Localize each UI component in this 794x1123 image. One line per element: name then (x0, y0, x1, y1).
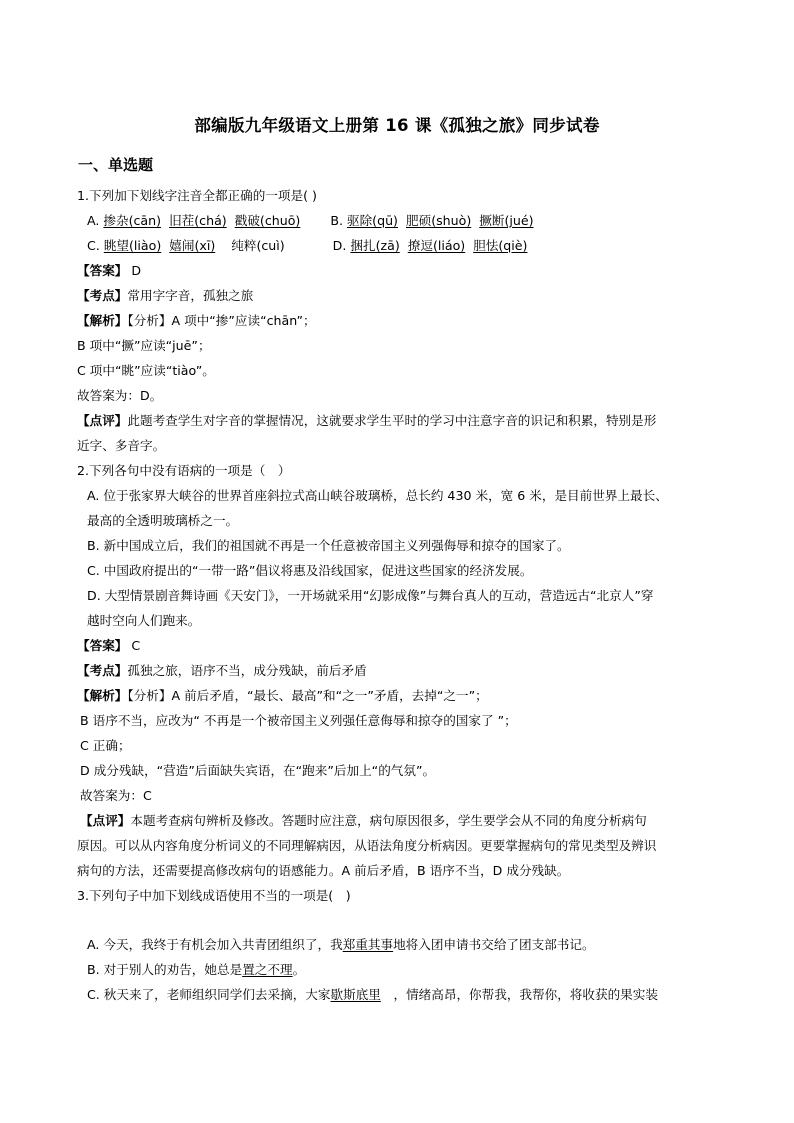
underlined-idiom: 置之不理 (242, 962, 293, 977)
question-2-topic: 【考点】孤独之旅，语序不当，成分残缺，前后矛盾 (77, 663, 367, 678)
underlined-idiom: 郑重其事 (342, 937, 394, 952)
question-2-option-c: C. 中国政府提出的“一带一路”倡议将惠及沿线国家，促进这些国家的经济发展。 (87, 563, 533, 578)
document-title: 部编版九年级语文上册第 16 课《孤独之旅》同步试卷 (194, 116, 600, 135)
question-2-answer: 【答案】 C (77, 638, 141, 653)
option-a-item: 戳破(chuō) (234, 213, 301, 228)
question-2-option-d: D. 大型情景剧音舞诗画《天安门》，一开场就采用“幻影成像”与舞台真人的互动，营造远古“北京人”穿 (87, 588, 654, 603)
question-3-option-a: A. 今天，我终于有机会加入共青团组织了，我郑重其事地将入团申请书交给了团支部书记。 (87, 937, 595, 952)
section-heading: 一、单选题 (78, 156, 154, 174)
question-2-analysis-line: C 正确； (80, 738, 131, 753)
option-d-item: 捆扎(zā) (350, 238, 400, 253)
question-1-options-cd: C. 眺望(liào) 嬉闹(xī) 纯粹(cuì) D. 捆扎(zā) 撩逗(liáo) 胆怯(qiè) (87, 238, 528, 253)
question-2-analysis-line: D 成分残缺，“营造”后面缺失宾语，在“跑来”后加上“的气氛”。 (80, 763, 436, 778)
question-1-topic: 【考点】常用字字音，孤独之旅 (77, 288, 254, 303)
question-2-option-a-cont: 最高的全透明玻璃桥之一。 (87, 513, 239, 528)
underlined-idiom: 歇斯底里 (330, 987, 381, 1002)
option-d-item: 撩逗(liáo) (407, 238, 466, 253)
question-2-comment-line: 病句的方法，还需要提高修改病句的语感能力。A 前后矛盾，B 语序不当，D 成分残缺。 (77, 863, 570, 878)
option-b-item: 驱除(qū) (346, 213, 398, 228)
question-1-answer: 【答案】 D (77, 263, 142, 278)
option-a-item: 掺杂(cān) (103, 213, 162, 228)
question-2-option-b: B. 新中国成立后，我们的祖国就不再是一个任意被帝国主义列强侮辱和掠夺的国家了。 (87, 538, 570, 553)
option-c-item: 眺望(liào) (103, 238, 162, 253)
question-1-stem: 1.下列加下划线字注音全都正确的一项是( ) (77, 188, 317, 203)
question-3-stem: 3.下列句子中加下划线成语使用不当的一项是( ) (77, 888, 351, 903)
question-2-analysis-line: B 语序不当，应改为“ 不再是一个被帝国主义列强任意侮辱和掠夺的国家了 ”； (80, 713, 517, 728)
option-c-item: 纯粹(cuì) (231, 238, 285, 253)
option-b-item: 肥硕(shuò) (406, 213, 472, 228)
option-c-item: 嬉闹(xī) (169, 238, 216, 253)
option-d-item: 胆怯(qiè) (473, 238, 528, 253)
question-2-option-a: A. 位于张家界大峡谷的世界首座斜拉式高山峡谷玻璃桥，总长约 430 米，宽 6 米，是目前世界上最长、 (87, 488, 668, 503)
question-1-analysis: 【解析】【分析】A 项中“掺”应读“chān”； (77, 313, 316, 328)
question-1-comment-line: 近字、多音字。 (77, 438, 166, 453)
question-2-option-d-cont: 越时空向人们跑来。 (87, 613, 201, 628)
question-3-option-c: C. 秋天来了，老师组织同学们去采摘，大家歇斯底里 ，情绪高昂，你帮我，我帮你，将收获的果实装 (87, 987, 658, 1002)
question-1-analysis-line: B 项中“撅”应读“juē”； (77, 338, 211, 353)
question-1-options-ab: A. 掺杂(cān) 旧茬(chá) 戳破(chuō) B. 驱除(qū) 肥硕(shuò) 撅断(jué) (87, 213, 534, 228)
question-2-comment-line: 原因。可以从内容角度分析词义的不同理解病因，从语法角度分析病因。更要掌握病句的常见类型及辨识 (77, 838, 657, 853)
question-1-analysis-line: C 项中“眺”应读“tiào”。 (77, 363, 215, 378)
question-1-comment: 【点评】此题考查学生对字音的掌握情况，这就要求学生平时的学习中注意字音的识记和积累，特别是形 (77, 413, 657, 428)
option-a-item: 旧茬(chá) (169, 213, 227, 228)
option-b-item: 撅断(jué) (479, 213, 534, 228)
question-3-option-b: B. 对于别人的劝告，她总是置之不理。 (87, 962, 306, 977)
question-2-analysis: 【解析】【分析】A 前后矛盾，“最长、最高”和“之一”矛盾，去掉“之一”； (77, 688, 488, 703)
question-2-stem: 2.下列各句中没有语病的一项是（ ） (77, 463, 291, 478)
question-1-final-answer: 故答案为：D。 (77, 388, 163, 403)
question-2-final-answer: 故答案为：C (80, 788, 152, 803)
question-2-comment: 【点评】本题考查病句辨析及修改。答题时应注意，病句原因很多，学生要学会从不同的角度分析病句 (80, 813, 647, 828)
